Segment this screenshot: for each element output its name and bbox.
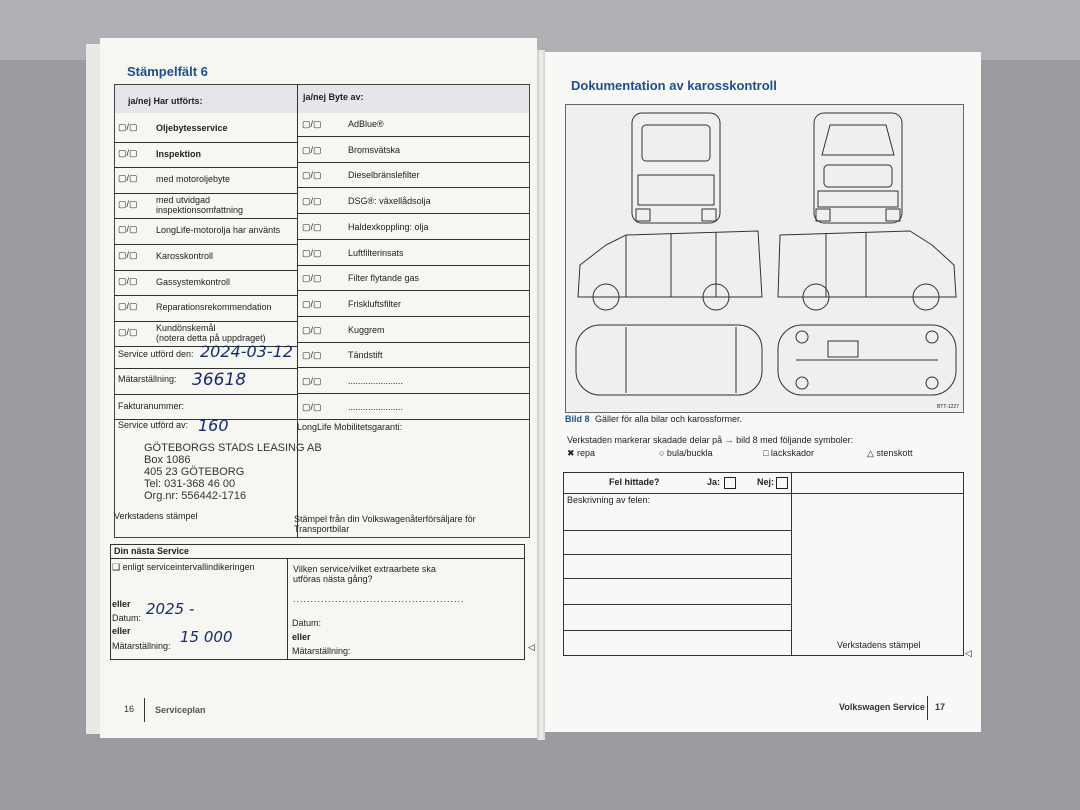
invoice-label: Fakturanummer: bbox=[118, 401, 185, 411]
col2-header: ja/nej Byte av: bbox=[303, 92, 364, 102]
footer-section: Serviceplan bbox=[155, 705, 206, 715]
workshop-stamp-label: Verkstadens stämpel bbox=[114, 511, 198, 521]
right-row-checkbox[interactable]: ▢/▢ bbox=[302, 221, 322, 232]
right-row-label: Tändstift bbox=[348, 350, 383, 361]
right-row-label: Bromsvätska bbox=[348, 144, 401, 155]
row-divider bbox=[297, 290, 530, 291]
right-row-checkbox[interactable]: ▢/▢ bbox=[302, 170, 322, 181]
mileage-label: Mätarställning: bbox=[118, 374, 177, 384]
page-title-right: Dokumentation av karosskontroll bbox=[571, 78, 777, 93]
right-row-checkbox[interactable]: ▢/▢ bbox=[302, 144, 322, 155]
row-divider bbox=[297, 239, 530, 240]
left-row-checkbox[interactable]: ▢/▢ bbox=[118, 275, 138, 286]
right-page bbox=[545, 52, 981, 732]
left-row-label: LongLife-motorolja har använts bbox=[156, 225, 281, 236]
left-row-checkbox[interactable]: ▢/▢ bbox=[118, 224, 138, 235]
left-row-label: Karosskontroll bbox=[156, 251, 214, 261]
next-mileage-label: Mätarställning: bbox=[112, 641, 171, 651]
row-divider bbox=[297, 187, 530, 188]
left-row-label: med motoroljebyte bbox=[156, 174, 231, 185]
page-title: Stämpelfält 6 bbox=[127, 64, 208, 79]
or-label: eller bbox=[112, 599, 131, 609]
mileage-value: 36618 bbox=[192, 370, 247, 390]
right-row-checkbox[interactable]: ▢/▢ bbox=[302, 119, 322, 129]
question-answer-line: ................................................. bbox=[293, 594, 465, 604]
right-row-label: DSG®: växellådsolja bbox=[348, 196, 431, 207]
row-divider bbox=[297, 316, 530, 317]
right-row-checkbox[interactable]: ▢/▢ bbox=[302, 324, 322, 335]
row-divider bbox=[297, 136, 530, 137]
or-label-2: eller bbox=[112, 626, 131, 636]
left-row-checkbox[interactable]: ▢/▢ bbox=[118, 198, 138, 209]
next-date-value: 2025 - bbox=[146, 600, 195, 618]
right-row-checkbox[interactable]: ▢/▢ bbox=[302, 298, 322, 309]
right-row-checkbox[interactable]: ▢/▢ bbox=[302, 273, 322, 284]
right-mileage-label: Mätarställning: bbox=[292, 646, 351, 656]
row-divider bbox=[297, 342, 530, 343]
vehicle-diagram-icon bbox=[566, 105, 963, 412]
left-row-checkbox[interactable]: ▢/▢ bbox=[118, 173, 138, 184]
vw-stamp-label: Stämpel från din Volkswagenåterförsäljare för Transportbilar bbox=[294, 514, 476, 534]
right-row-label: Filter flytande gas bbox=[348, 273, 420, 284]
right-row-label: ...................... bbox=[348, 376, 404, 386]
row-divider bbox=[114, 295, 297, 296]
next-mileage-value: 15 000 bbox=[180, 628, 233, 646]
caption-label: Bild 8 bbox=[565, 414, 590, 424]
book-spine bbox=[537, 50, 545, 740]
row-divider bbox=[297, 162, 530, 163]
stamp-line: Box 1086 bbox=[144, 454, 191, 466]
footer-page-number: 16 bbox=[124, 704, 135, 714]
yes-checkbox[interactable] bbox=[724, 477, 736, 489]
left-row-checkbox[interactable]: ▢/▢ bbox=[118, 326, 138, 337]
stamp-line: Tel: 031-368 46 00 bbox=[144, 478, 236, 490]
right-row-label: Haldexkoppling: olja bbox=[348, 221, 429, 232]
right-row-label: Friskluftsfilter bbox=[348, 298, 402, 309]
right-row-checkbox[interactable]: ▢/▢ bbox=[302, 196, 322, 207]
right-row-label: Kuggrem bbox=[348, 324, 385, 335]
service-date-value: 2024-03-12 bbox=[200, 342, 293, 361]
page-stack-edge bbox=[86, 44, 101, 734]
stamp-line: Org.nr: 556442-1716 bbox=[144, 490, 247, 502]
left-row-checkbox[interactable]: ▢/▢ bbox=[118, 147, 138, 158]
marking-instructions: Verkstaden markerar skadade delar på → bild 8 med följande symboler: bbox=[567, 435, 854, 445]
left-row-checkbox[interactable]: ▢/▢ bbox=[118, 250, 138, 260]
longlife-label: LongLife Mobilitetsgaranti: bbox=[297, 422, 403, 432]
no-label: Nej: bbox=[757, 477, 775, 487]
symbol-stenskott: △ stenskott bbox=[867, 448, 913, 458]
row-divider bbox=[114, 218, 297, 219]
left-row-label: med utvidgad inspektionsomfattning bbox=[156, 194, 244, 215]
stamp-line: GÖTEBORGS STADS LEASING AB bbox=[144, 442, 322, 454]
row-divider bbox=[114, 142, 297, 143]
right-date-label: Datum: bbox=[292, 618, 322, 628]
right-row-checkbox[interactable]: ▢/▢ bbox=[302, 376, 322, 386]
interval-indicator-option[interactable]: ❑ enligt serviceintervallindikeringen bbox=[112, 562, 255, 572]
left-row-label: Reparationsrekommendation bbox=[156, 302, 272, 313]
symbol-lackskador: □ lackskador bbox=[763, 448, 814, 458]
row-divider bbox=[114, 167, 297, 168]
next-service-question: Vilken service/vilket extraarbete ska utföras nästa gång? bbox=[293, 564, 436, 584]
yes-label: Ja: bbox=[707, 477, 721, 487]
left-row-label: Gassystemkontroll bbox=[156, 276, 231, 287]
left-row-label: Kundönskemål (notera detta på uppdraget) bbox=[156, 322, 266, 343]
left-row-checkbox[interactable]: ▢/▢ bbox=[118, 301, 138, 312]
left-row-checkbox[interactable]: ▢/▢ bbox=[118, 122, 138, 132]
performed-by-value: 160 bbox=[198, 416, 229, 435]
right-row-checkbox[interactable]: ▢/▢ bbox=[302, 401, 322, 412]
next-date-label: Datum: bbox=[112, 613, 142, 623]
right-row-label: AdBlue® bbox=[348, 119, 384, 129]
symbol-repa: ✖ repa bbox=[567, 448, 596, 458]
workshop-stamp-label-right: Verkstadens stämpel bbox=[837, 640, 921, 650]
left-row-label: Oljebytesservice bbox=[156, 123, 228, 133]
footer-page-number-right: 17 bbox=[935, 702, 946, 712]
workshop-stamp-imprint bbox=[144, 442, 322, 502]
performed-by-label: Service utförd av: bbox=[118, 420, 189, 430]
row-divider bbox=[114, 270, 297, 271]
right-row-label: Dieselbränslefilter bbox=[348, 170, 420, 181]
no-checkbox[interactable] bbox=[776, 477, 788, 489]
left-row-label: Inspektion bbox=[156, 148, 202, 159]
continue-arrow-icon: ◁ bbox=[528, 642, 535, 652]
description-label: Beskrivning av felen: bbox=[567, 495, 651, 505]
image-code: BTT-1227 bbox=[937, 404, 959, 410]
right-row-checkbox[interactable]: ▢/▢ bbox=[302, 247, 322, 258]
left-page bbox=[100, 38, 537, 738]
body-diagram bbox=[565, 104, 964, 413]
fault-found-label: Fel hittade? bbox=[609, 477, 660, 487]
right-row-label: Luftfilterinsats bbox=[348, 247, 404, 258]
row-divider bbox=[114, 244, 297, 245]
right-or-label: eller bbox=[292, 632, 311, 642]
row-divider bbox=[297, 393, 530, 394]
row-divider bbox=[114, 193, 297, 194]
row-divider bbox=[114, 321, 297, 322]
row-divider bbox=[297, 367, 530, 368]
row-divider bbox=[297, 265, 530, 266]
right-row-checkbox[interactable]: ▢/▢ bbox=[302, 350, 322, 361]
symbol-bula-buckla: ○ bula/buckla bbox=[659, 448, 713, 458]
caption-text: Gäller för alla bilar och karossformer. bbox=[595, 414, 743, 424]
right-row-label: ...................... bbox=[348, 401, 404, 412]
row-divider bbox=[297, 213, 530, 214]
service-date-label: Service utförd den: bbox=[118, 349, 194, 359]
next-service-title: Din nästa Service bbox=[114, 546, 190, 556]
col1-header: ja/nej Har utförts: bbox=[128, 96, 203, 106]
stamp-line: 405 23 GÖTEBORG bbox=[144, 466, 245, 478]
footer-brand: Volkswagen Service bbox=[839, 702, 925, 712]
end-arrow-icon: ◁ bbox=[965, 648, 972, 658]
